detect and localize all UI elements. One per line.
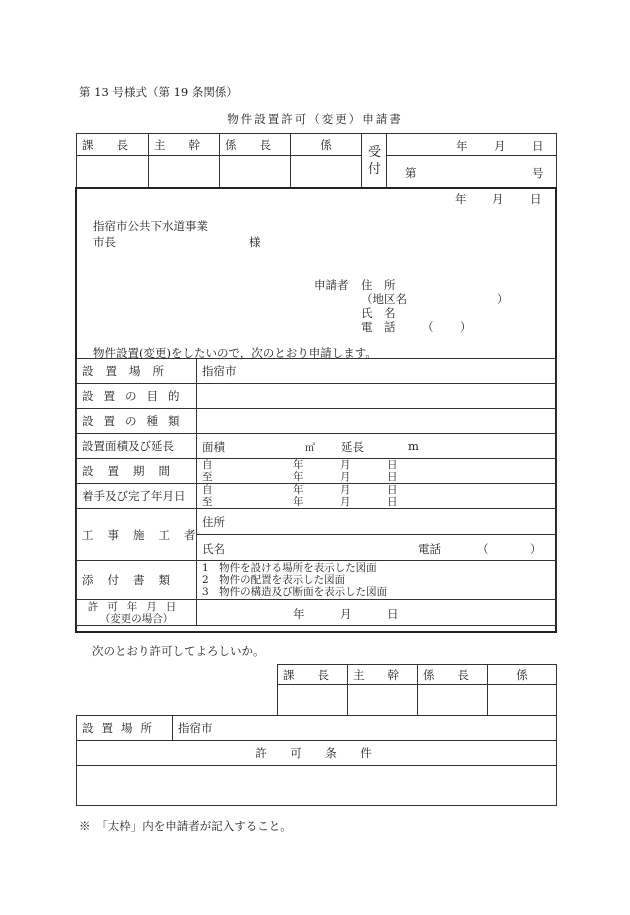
form-title: 物件設置許可（変更）申請書 [227,112,403,126]
location-value[interactable]: 指宿市 [197,359,557,384]
construction-to-month: 月 [340,496,351,508]
contractor-phone-close: ） [530,541,542,556]
applicant-name-label: 氏 名 [361,306,396,320]
approval-stamp-cell[interactable] [418,685,488,716]
period-from-day: 日 [387,459,398,471]
contractor-phone-label: 電話 [418,541,441,556]
period-from-month: 月 [340,459,351,471]
area-unit: ㎡ [305,443,315,454]
approval-stamp-cell[interactable] [278,685,348,716]
applicant-address-label: 住 所 [361,278,396,292]
construction-label: 着手及び完了年月日 [77,484,197,509]
office-use-table [76,133,557,188]
approval-stamp-table [277,664,557,716]
office-col-deputy [149,134,220,156]
construction-from-year: 年 [293,484,304,496]
row-permit-date [77,600,557,626]
permit-year: 年 [293,606,305,621]
application-statement: 物件設置(変更)をしたいので，次のとおり申請します。 [93,346,377,360]
addressee-line1: 指宿市公共下水道事業 [93,219,208,233]
office-stamp-cell[interactable] [77,156,149,188]
contractor-name[interactable] [197,535,557,561]
period-value[interactable] [197,459,557,484]
office-stamp-cell[interactable] [291,156,362,188]
addressee-line2: 市長 [93,235,116,249]
office-col-subsection-chief [220,134,291,156]
approval-col-label: 係 長 [423,667,469,682]
location-label: 設置場所 [82,364,176,378]
approval-col-label: 係 [516,667,528,682]
construction-to-year: 年 [293,496,304,508]
permit-date-label: 許可年月日 [87,600,186,613]
approval-location-value[interactable]: 指宿市 [173,716,557,741]
contractor-address[interactable]: 住所 [197,509,557,535]
construction-from-day: 日 [387,484,398,496]
construction-from-month: 月 [340,484,351,496]
approval-question: 次のとおり許可してよろしいか。 [92,644,265,658]
row-construction [77,484,557,509]
row-period [77,459,557,484]
receipt-month: 月 [494,138,506,153]
contractor-name-label: 氏名 [202,541,225,556]
conditions-header: 許 可 条 件 [77,741,557,766]
permit-date-sublabel: （変更の場合） [99,612,174,625]
row-attachments [77,561,557,600]
receipt-number-suffix: 号 [532,165,544,180]
office-col-label: 主 幹 [154,137,200,152]
area-sub-label: 面積 [202,440,225,454]
applicant-label: 申請者 [314,278,349,292]
construction-to: 至 [202,496,213,508]
row-purpose [77,384,557,409]
area-value[interactable] [197,434,557,459]
addressee-honorific: 様 [249,235,261,249]
attachment-item: 2 物件の配置を表示した図面 [202,574,346,586]
form-number: 第 13 号様式（第 19 条関係） [79,85,238,99]
purpose-value[interactable] [197,384,557,409]
approval-details-table [76,715,557,806]
attachments-label: 添付書類 [82,573,184,587]
length-unit: m [408,439,419,453]
row-area [77,434,557,459]
office-stamp-cell[interactable] [149,156,220,188]
applicant-phone-close: ） [460,320,472,334]
kind-value[interactable] [197,409,557,434]
period-to: 至 [202,471,213,483]
applicant-phone-label: 電 話 [361,320,396,334]
purpose-label: 設置の目的 [82,389,190,403]
row-label [77,363,196,379]
approval-location-label: 設置場所 [82,721,160,735]
contractor-label: 工事施工者 [82,527,210,542]
conditions-body[interactable] [77,766,557,806]
approval-col-label: 主 幹 [353,667,399,682]
receipt-number-cell [387,156,557,188]
period-to-month: 月 [340,471,351,483]
construction-value[interactable] [197,484,557,509]
permit-date-value[interactable] [197,600,557,626]
office-col-label: 係 長 [225,137,271,152]
approval-stamp-cell[interactable] [348,685,418,716]
period-label: 設置期間 [82,464,184,478]
construction-to-day: 日 [387,496,398,508]
applicant-phone-open: （ [422,320,434,334]
approval-col-label: 課 長 [283,667,329,682]
receipt-label: 受付 [368,144,382,177]
period-from: 自 [202,459,213,471]
row-contractor-address [77,509,557,535]
office-col-section-chief [77,134,149,156]
approval-stamp-cell[interactable] [488,685,557,716]
receipt-date-cell [387,134,557,156]
details-table [76,358,557,626]
contractor-phone-open: （ [477,541,489,556]
period-to-year: 年 [293,471,304,483]
receipt-year: 年 [456,138,468,153]
office-col-label: 課 長 [82,137,128,152]
permit-day: 日 [387,606,399,621]
kind-label: 設置の種類 [82,414,190,428]
attachment-item: 1 物件を設ける場所を表示した図面 [202,562,377,574]
footnote: ※ 「太枠」内を申請者が記入すること。 [79,819,292,833]
application-year: 年 [455,192,467,206]
application-month: 月 [492,192,504,206]
office-col-label: 係 [320,137,332,152]
permit-month: 月 [340,606,352,621]
row-location [77,359,557,384]
row-kind [77,409,557,434]
receipt-number-prefix: 第 [405,165,417,180]
attachment-item: 3 物件の構造及び断面を表示した図面 [202,586,388,598]
area-label: 設置面積及び延長 [77,434,197,459]
attachments-list [197,561,557,600]
office-col-staff [291,134,362,156]
receipt-label-cell [362,134,387,188]
length-sub-label: 延長 [341,440,364,454]
period-to-day: 日 [387,471,398,483]
receipt-day: 日 [532,138,544,153]
application-day: 日 [530,192,542,206]
office-stamp-cell[interactable] [220,156,291,188]
applicant-district-close: ） [497,292,509,306]
period-from-year: 年 [293,459,304,471]
construction-from: 自 [202,484,213,496]
applicant-district-label: （地区名 [361,292,407,306]
